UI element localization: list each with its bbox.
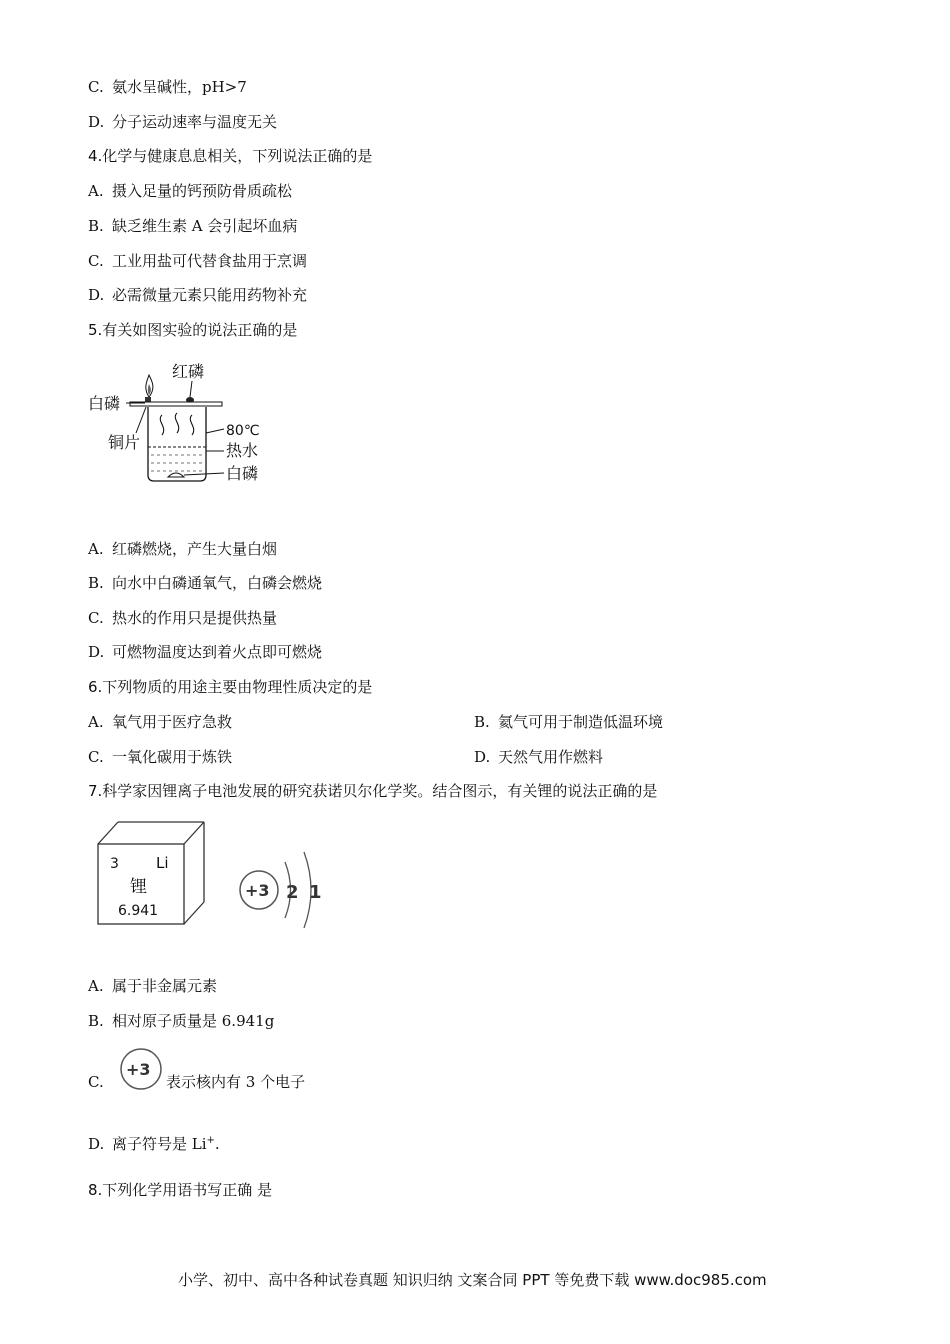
option-letter: D. [88, 643, 105, 661]
option-text: 属于非金属元素 [112, 977, 218, 995]
option-text: 相对原子质量是 6.941g [112, 1012, 275, 1030]
label-white-phosphorus-top: 白磷 [88, 394, 121, 413]
option-letter: D. [88, 286, 105, 304]
atomic-number: 3 [110, 856, 119, 872]
option-3d [88, 112, 277, 132]
element-symbol: Li [156, 854, 169, 872]
option-7c [88, 1072, 112, 1092]
label-white-phosphorus-bottom: 白磷 [226, 464, 259, 483]
option-letter: B. [88, 574, 104, 592]
element-name: 锂 [130, 877, 147, 897]
option-5c [88, 608, 277, 628]
question-7: 7.科学家因锂离子电池发展的研究获诺贝尔化学奖。结合图示，有关锂的说法正确的是 [88, 782, 658, 800]
option-6d [474, 747, 603, 767]
label-temperature: 80℃ [226, 423, 260, 439]
label-red-phosphorus: 红磷 [172, 362, 205, 381]
question-4: 4.化学与健康息息相关，下列说法正确的是 [88, 147, 373, 165]
lithium-atom-structure [232, 848, 324, 932]
nucleus-inline-label: +3 [126, 1060, 151, 1079]
option-letter: B. [88, 217, 104, 235]
option-text: 一氧化碳用于炼铁 [112, 748, 233, 766]
combustion-experiment-figure [86, 355, 276, 490]
nucleus-inline-icon [118, 1046, 164, 1092]
question-8: 8.下列化学用语书写正确 是 [88, 1181, 273, 1199]
option-tail: . [214, 1135, 220, 1153]
lithium-element-cell [96, 820, 208, 926]
option-6a [88, 712, 232, 732]
option-letter: C. [88, 78, 104, 96]
option-text: 摄入足量的钙预防骨质疏松 [112, 182, 293, 200]
option-5a [88, 539, 277, 559]
option-letter: A. [88, 182, 104, 200]
footer-text: 小学、初中、高中各种试卷真题 知识归纳 文案合同 PPT 等免费下载 www.doc985.com [178, 1271, 767, 1289]
option-letter: A. [88, 540, 104, 558]
question-5: 5.有关如图实验的说法正确的是 [88, 321, 298, 339]
option-text: 向水中白磷通氧气，白磷会燃烧 [112, 574, 323, 592]
option-letter: C. [88, 609, 104, 627]
option-text: 缺乏维生素 A 会引起坏血病 [112, 217, 298, 235]
option-6c [88, 747, 232, 767]
option-7d [88, 1131, 220, 1154]
option-letter: C. [88, 748, 104, 766]
option-text: 分子运动速率与温度无关 [112, 113, 278, 131]
option-7a [88, 976, 217, 996]
option-letter: D. [88, 1135, 105, 1153]
label-hot-water: 热水 [226, 441, 259, 460]
option-text: 氧气用于医疗急救 [112, 713, 233, 731]
option-text: 天然气用作燃料 [498, 748, 604, 766]
option-letter: B. [88, 1012, 104, 1030]
option-letter: D. [474, 748, 491, 766]
option-letter: A. [88, 977, 104, 995]
option-5d [88, 642, 322, 662]
option-7c-text: 表示核内有 3 个电子 [166, 1073, 306, 1091]
option-text: 氨水呈碱性，pH>7 [112, 78, 247, 96]
option-text: 热水的作用只是提供热量 [112, 609, 278, 627]
option-7b [88, 1011, 274, 1031]
shell-2-electrons: 1 [309, 882, 322, 903]
option-5b [88, 573, 322, 593]
nucleus-charge: +3 [245, 881, 270, 900]
option-letter: C. [88, 1073, 104, 1091]
charge-superscript: + [206, 1135, 215, 1146]
option-text: 工业用盐可代替食盐用于烹调 [112, 252, 308, 270]
option-text: 氦气可用于制造低温环境 [498, 713, 664, 731]
option-text: 必需微量元素只能用药物补充 [112, 286, 308, 304]
option-letter: A. [88, 713, 104, 731]
option-6b [474, 712, 663, 732]
shell-1-electrons: 2 [286, 882, 299, 903]
option-3c [88, 77, 247, 97]
option-letter: D. [88, 113, 105, 131]
option-text: 红磷燃烧，产生大量白烟 [112, 540, 278, 558]
option-text: 可燃物温度达到着火点即可燃烧 [112, 643, 323, 661]
label-copper-sheet: 铜片 [108, 433, 141, 452]
white-phosphorus-in-water [168, 473, 184, 477]
option-4d [88, 285, 307, 305]
option-text: 离子符号是 Li [112, 1135, 207, 1153]
atomic-mass: 6.941 [118, 903, 159, 919]
option-4a [88, 181, 292, 201]
option-letter: C. [88, 252, 104, 270]
option-4c [88, 251, 307, 271]
beaker [148, 407, 206, 481]
question-6: 6.下列物质的用途主要由物理性质决定的是 [88, 678, 373, 696]
option-4b [88, 216, 297, 236]
option-letter: B. [474, 713, 490, 731]
